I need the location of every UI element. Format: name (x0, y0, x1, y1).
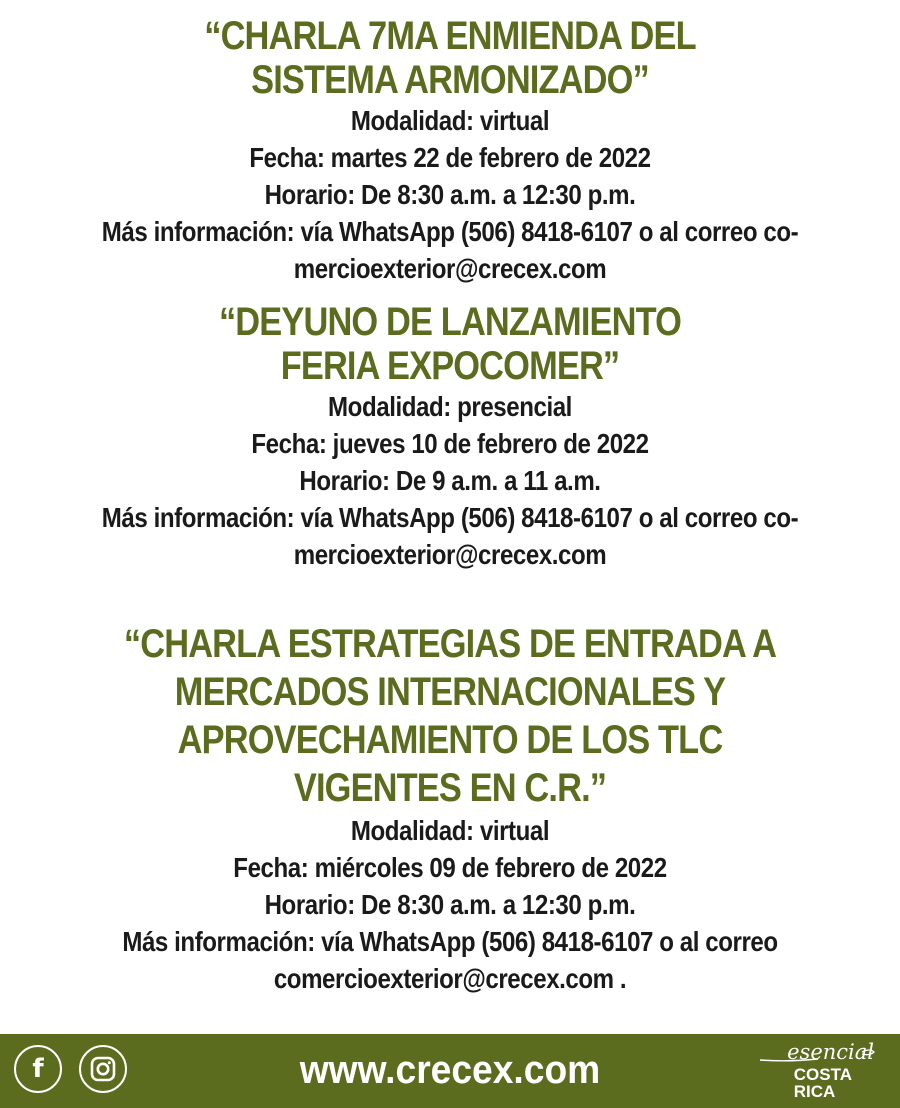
event-date: Fecha: martes 22 de febrero de 2022 (249, 142, 651, 173)
event-info: Más información: vía WhatsApp (506) 8418-6107 o al correo co- mercioexterior@crecex.com (101, 216, 799, 284)
event-date: Fecha: miércoles 09 de febrero de 2022 (233, 852, 667, 883)
event-desayuno-expocomer (0, 300, 900, 573)
event-date: Fecha: jueves 10 de febrero de 2022 (251, 428, 649, 459)
logo-script: esencial (787, 1040, 874, 1064)
event-modality: Modalidad: virtual (350, 815, 550, 846)
event-info: Más información: vía WhatsApp (506) 8418-6107 o al correo comercioexterior@crecex.com . (122, 926, 778, 994)
event-title: “CHARLA ESTRATEGIAS DE ENTRADA A MERCADOS INTERNACIONALES Y APROVECHAMIENTO DE LOS TLC VIGENTES EN C.R.” (123, 622, 777, 810)
event-charla-estrategias (0, 620, 900, 997)
event-modality: Modalidad: virtual (350, 105, 550, 136)
footer-bar (0, 1034, 900, 1108)
event-title: “DEYUNO DE LANZAMIENTO FERIA EXPOCOMER” (218, 300, 682, 388)
website-link[interactable]: www.crecex.com (299, 1048, 601, 1092)
event-info: Más información: vía WhatsApp (506) 8418-6107 o al correo co- mercioexterior@crecex.com (101, 502, 799, 570)
event-schedule: Horario: De 8:30 a.m. a 12:30 p.m. (264, 889, 636, 920)
event-schedule: Horario: De 8:30 a.m. a 12:30 p.m. (264, 179, 636, 210)
event-charla-7ma-enmienda (0, 14, 900, 287)
event-title: “CHARLA 7MA ENMIENDA DEL SISTEMA ARMONIZADO” (204, 14, 696, 102)
event-modality: Modalidad: presencial (328, 391, 572, 422)
event-schedule: Horario: De 9 a.m. a 11 a.m. (299, 465, 601, 496)
facebook-glyph: f (32, 1054, 44, 1084)
esencial-costa-rica-logo (758, 1038, 878, 1106)
logo-name: COSTA RICA (793, 1065, 852, 1101)
